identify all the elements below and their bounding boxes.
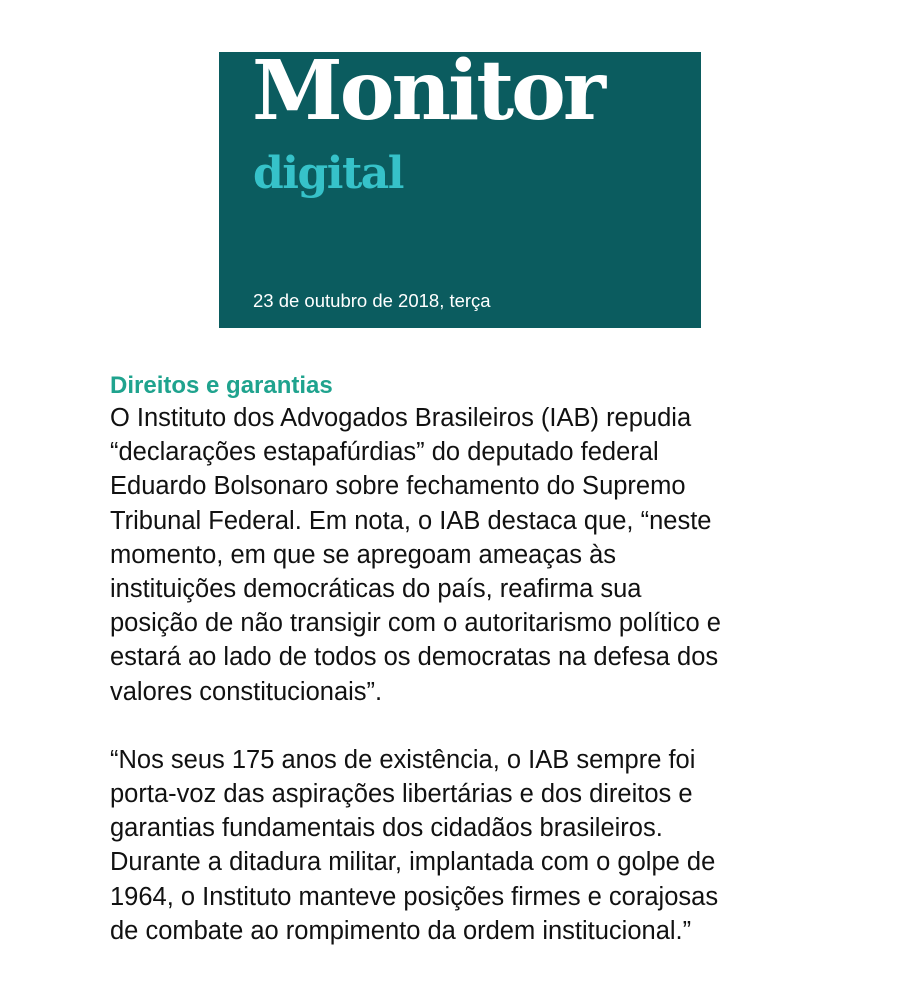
paragraph-line: “declarações estapafúrdias” do deputado federal (110, 438, 659, 467)
paragraph-line: instituições democráticas do país, reafirma sua (110, 575, 642, 604)
paragraph-line: momento, em que se apregoam ameaças às (110, 540, 617, 569)
article (110, 371, 850, 948)
publication-date: 23 de outubro de 2018, terça (253, 290, 491, 311)
article-paragraph-2 (110, 743, 850, 948)
paragraph-line: porta-voz das aspirações libertárias e dos direitos e (110, 780, 693, 809)
paragraph-line: Eduardo Bolsonaro sobre fechamento do Supremo (110, 472, 686, 501)
paragraph-line: posição de não transigir com o autoritarismo político e (110, 609, 721, 638)
paragraph-line: garantias fundamentais dos cidadãos brasileiros. (110, 814, 663, 843)
masthead-banner (219, 43, 701, 328)
paragraph-line: Durante a ditadura militar, implantada com o golpe de (110, 848, 716, 877)
masthead-subtitle: digital (253, 148, 404, 199)
paragraph-line: valores constitucionais”. (110, 677, 383, 706)
masthead-title: Monitor (252, 43, 604, 139)
paragraph-line: 1964, o Instituto manteve posições firmes e corajosas (110, 882, 719, 911)
paragraph-line: Tribunal Federal. Em nota, o IAB destaca que, “neste (110, 506, 712, 535)
article-paragraph-1 (110, 401, 850, 709)
paragraph-line: de combate ao rompimento da ordem institucional.” (110, 916, 692, 945)
paragraph-line: “Nos seus 175 anos de existência, o IAB sempre foi (110, 745, 696, 774)
article-heading: Direitos e garantias (110, 372, 333, 399)
paragraph-line: estará ao lado de todos os democratas na defesa dos (110, 643, 719, 672)
paragraph-line: O Instituto dos Advogados Brasileiros (IAB) repudia (110, 404, 692, 432)
